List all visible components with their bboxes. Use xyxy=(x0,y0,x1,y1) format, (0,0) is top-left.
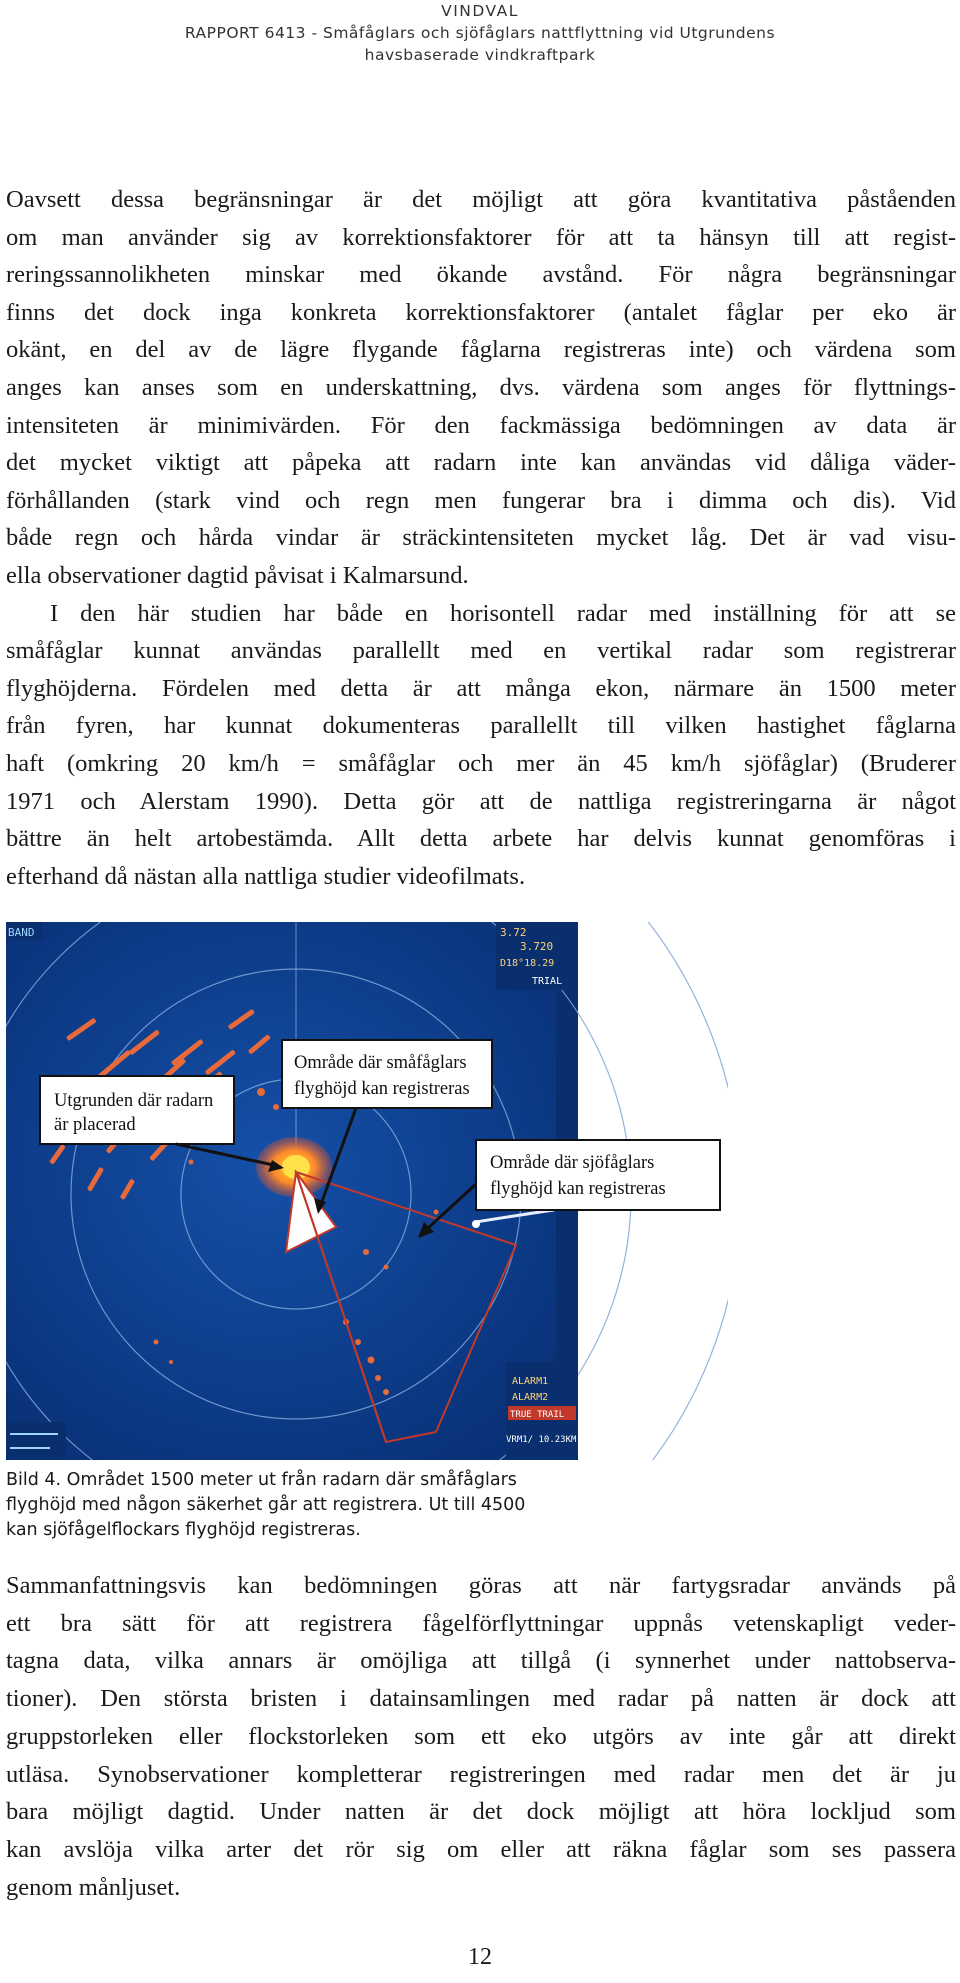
text-line: kan avslöja vilka arter det rör sig om eller att räkna fåglar som ses passera xyxy=(6,1835,956,1863)
text-line: intensiteten är minimivärden. För den fackmässiga bedömningen av data är xyxy=(6,411,956,439)
text-line: tioner). Den största bristen i datainsamlingen med radar på natten är dock att xyxy=(6,1685,956,1713)
text-line: flyghöjderna. Fördelen med detta är att många ekon, närmare än 1500 meter xyxy=(6,674,956,702)
caption-line: kan sjöfågelflockars flyghöjd registreras. xyxy=(6,1520,361,1540)
hud-alarm2: ALARM2 xyxy=(512,1392,549,1403)
callout-radar-line1: Utgrunden där radarn xyxy=(54,1091,214,1111)
hud-vrm: VRM1/ 10.23KM xyxy=(506,1435,577,1445)
report-title-line1: RAPPORT 6413 - Småfåglars och sjöfåglars nattflyttning vid Utgrundens xyxy=(184,24,776,42)
text-line: det mycket viktigt att påpeka att radarn inte kan användas vid dåliga väder- xyxy=(6,449,956,477)
hud-bottom-right xyxy=(506,1362,578,1460)
hud-band: BAND xyxy=(8,926,35,939)
text-line: utläsa. Synobservationer kompletterar registreringen med radar men det är ju xyxy=(6,1760,956,1788)
text-line: bättre än helt artobestämda. Allt detta arbete har delvis kunnat genomföras i xyxy=(6,825,956,853)
hud-true-trail: TRUE TRAIL xyxy=(510,1410,565,1420)
text-line: från fyren, har kunnat dokumenteras parallellt till vilken hastighet fåglarna xyxy=(6,712,956,740)
hud-alarm1: ALARM1 xyxy=(512,1376,549,1387)
caption-line: flyghöjd med någon säkerhet går att registrera. Ut till 4500 xyxy=(6,1495,526,1515)
radar-screenshot xyxy=(6,922,728,1460)
text-line: bara möjligt dagtid. Under natten är det dock möjligt att höra lockljud som xyxy=(6,1798,956,1826)
callout-sea-line1: Område där sjöfåglars xyxy=(490,1153,655,1173)
report-title-line2: havsbaserade vindkraftpark xyxy=(364,46,596,64)
figure-caption xyxy=(6,1468,606,1543)
callout-radar-line2: är placerad xyxy=(54,1115,136,1135)
callout-small-line1: Område där småfåglars xyxy=(294,1053,467,1073)
text-line: tagna data, vilka annars är omöjliga att tillgå (i synnerhet under nattobserva- xyxy=(6,1647,956,1675)
page-header xyxy=(0,0,960,66)
text-line: genom månljuset. xyxy=(6,1873,181,1901)
text-line: reringssannolikheten minskar med ökande avstånd. För några begränsningar xyxy=(6,261,956,289)
text-line: Sammanfattningsvis kan bedömningen göras att när fartygsradar används på xyxy=(6,1572,956,1599)
hud-top-right xyxy=(496,922,578,990)
text-line: okänt, en del av de lägre flygande fåglarna registreras inte) och värdena som xyxy=(6,336,956,364)
text-line: om man använder sig av korrektionsfaktorer för att ta hänsyn till att regist- xyxy=(6,223,956,251)
text-line: ella observationer dagtid påvisat i Kalmarsund. xyxy=(6,561,469,589)
series-name: VINDVAL xyxy=(441,2,519,20)
callout-sea-birds xyxy=(476,1140,720,1210)
text-line: ett bra sätt för att registrera fågelförflyttningar uppnås vetenskapligt veder- xyxy=(6,1609,956,1637)
text-line: finns det dock inga konkreta korrektionsfaktorer (antalet fåglar per eko är xyxy=(6,298,956,326)
text-line: både regn och hårda vindar är sträckintensiteten mycket låg. Det är vad visu- xyxy=(6,524,956,552)
text-line: gruppstorleken eller flockstorleken som ett eko utgörs av inte går att direkt xyxy=(6,1722,956,1750)
hud-trial: TRIAL xyxy=(532,976,563,987)
body-paragraph-2 xyxy=(6,1567,956,1906)
text-line: Oavsett dessa begränsningar är det möjligt att göra kvantitativa påståenden xyxy=(6,186,956,213)
callout-small-birds xyxy=(282,1040,492,1108)
body-paragraph-1 xyxy=(6,181,956,895)
text-line: 1971 och Alerstam 1990). Detta gör att de nattliga registreringarna är något xyxy=(6,787,956,815)
text-line: I den här studien har både en horisontell radar med inställning för att se xyxy=(50,599,956,627)
hud-value-2: 3.720 xyxy=(520,940,554,953)
caption-line: Bild 4. Området 1500 meter ut från radarn där småfåglars xyxy=(6,1470,517,1490)
hud-value-1: 3.72 xyxy=(500,926,527,939)
text-line: småfåglar kunnat användas parallellt med en vertikal radar som registrerar xyxy=(6,637,956,665)
text-line: anges kan anses som en underskattning, dvs. värdena som anges för flyttnings- xyxy=(6,373,956,401)
callout-sea-line2: flyghöjd kan registreras xyxy=(490,1179,666,1199)
page-number: 12 xyxy=(468,1944,492,1970)
radar-figure xyxy=(6,922,728,1460)
callout-small-line2: flyghöjd kan registreras xyxy=(294,1079,470,1099)
text-line: förhållanden (stark vind och regn men fungerar bra i dimma och dis). Vid xyxy=(6,486,956,514)
callout-radar-site xyxy=(40,1076,234,1144)
text-line: efterhand då nästan alla nattliga studier videofilmats. xyxy=(6,862,526,890)
hud-value-3: D18°18.29 xyxy=(500,958,555,969)
text-line: haft (omkring 20 km/h = småfåglar och mer än 45 km/h sjöfåglar) (Bruderer xyxy=(6,749,956,777)
